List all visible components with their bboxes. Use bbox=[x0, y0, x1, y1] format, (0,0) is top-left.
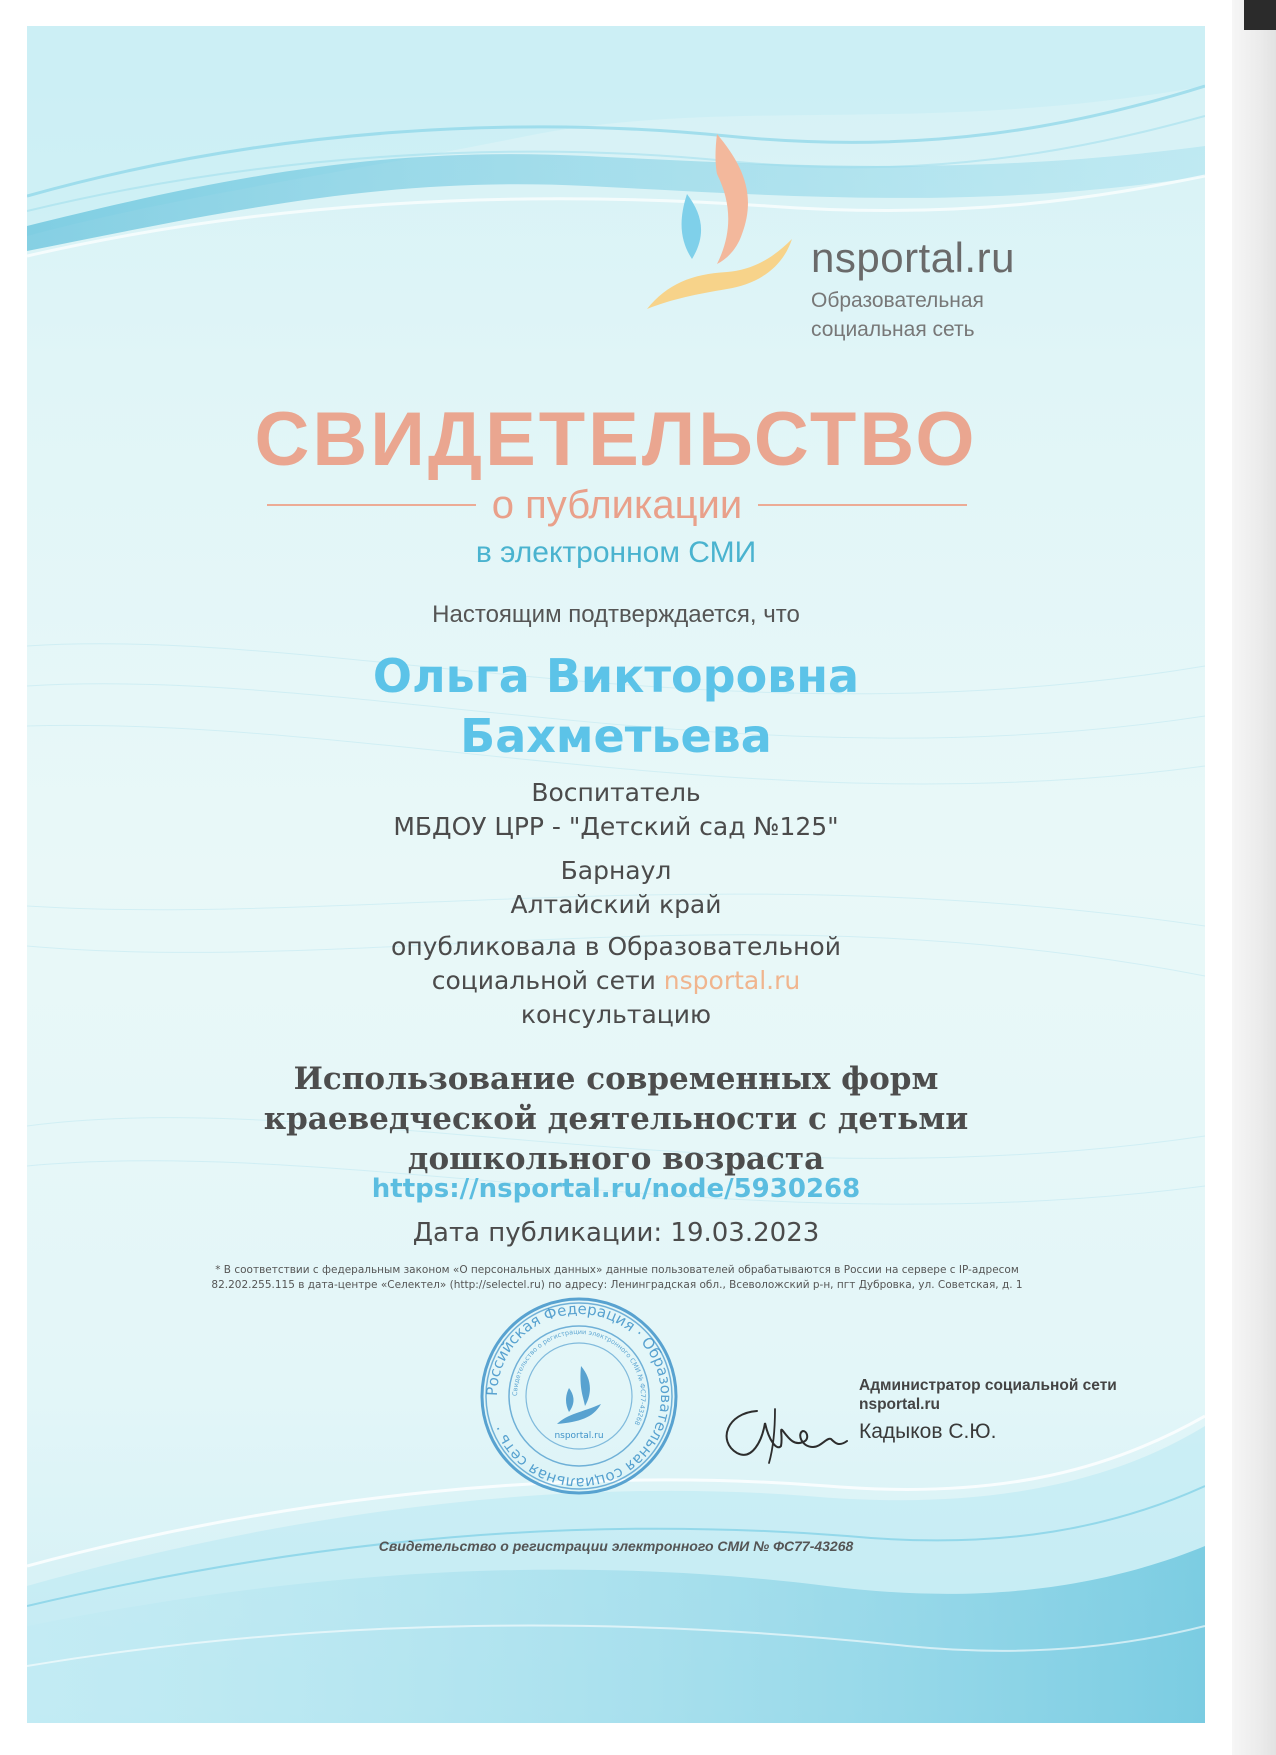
certificate-sheet bbox=[27, 26, 1205, 1723]
footnote-line1: * В соответствии с федеральным законом «О персональных данных» данные пользователей обрабатываются в России на сервере с IP-адресом bbox=[215, 1264, 1019, 1276]
publication-action-prefix: социальной сети bbox=[431, 966, 656, 995]
nsportal-inline-link[interactable]: nsportal.ru bbox=[663, 966, 801, 995]
registration-note: Свидетельство о регистрации электронного СМИ № ФС77-43268 bbox=[378, 1538, 854, 1554]
person-location bbox=[27, 854, 1205, 922]
person-name-line2: Бахметьева bbox=[460, 709, 772, 763]
publication-action bbox=[27, 930, 1205, 1032]
person-name-line1: Ольга Викторовна bbox=[372, 649, 860, 703]
publication-date bbox=[27, 1218, 1205, 1248]
publication-action-line1: опубликовала в Образовательной bbox=[391, 932, 841, 961]
stamp-inner-text: Свидетельство о регистрации электронного СМИ № ФС77-43268 bbox=[510, 1327, 648, 1427]
publication-action-line2 bbox=[27, 964, 1205, 998]
scan-corner-shadow bbox=[1244, 0, 1276, 30]
brand-subtitle bbox=[811, 286, 1071, 344]
person-name bbox=[27, 646, 1205, 766]
publication-title-line3: дошкольного возраста bbox=[407, 1141, 825, 1177]
certificate-media: в электронном СМИ bbox=[475, 536, 757, 569]
publication-url-link[interactable]: https://nsportal.ru/node/5930268 bbox=[371, 1174, 861, 1204]
footnote-line2: 82.202.255.115 в дата-центре «Селектел» (http://selectel.ru) по адресу: Ленинградская обл., Всеволожский р-н, пгт Дубровка, ул. Советская, д. 1 bbox=[211, 1279, 1023, 1291]
stamp-outer-text: Российская Федерация · Образовательная социальная сеть · bbox=[482, 1299, 676, 1493]
handwritten-signature bbox=[717, 1401, 867, 1471]
administrator-name: Кадыков С.Ю. bbox=[859, 1420, 997, 1443]
certificate-subtitle-row bbox=[267, 481, 967, 529]
rule-line-left bbox=[267, 504, 476, 506]
person-city: Барнаул bbox=[560, 856, 672, 885]
brand-subtitle-line1: Образовательная bbox=[811, 289, 984, 312]
person-region: Алтайский край bbox=[510, 890, 722, 919]
brand-subtitle-line2: социальная сеть bbox=[811, 318, 975, 341]
stamp-center-label: nsportal.ru bbox=[554, 1431, 604, 1441]
administrator-block bbox=[859, 1376, 1119, 1444]
person-organization: МБДОУ ЦРР - "Детский сад №125" bbox=[393, 812, 839, 841]
publication-title bbox=[27, 1059, 1205, 1179]
nsportal-logo-icon bbox=[647, 134, 797, 314]
rule-line-right bbox=[758, 504, 967, 506]
publication-work-type: консультацию bbox=[520, 1000, 712, 1029]
certificate-subtitle: о публикации bbox=[491, 482, 743, 527]
person-job bbox=[27, 776, 1205, 844]
brand-name: nsportal.ru bbox=[811, 234, 1015, 281]
publication-title-line2: краеведческой деятельности с детьми bbox=[263, 1101, 969, 1137]
scan-edge bbox=[1232, 0, 1276, 1755]
privacy-footnote bbox=[147, 1263, 1087, 1293]
person-position: Воспитатель bbox=[531, 778, 701, 807]
official-stamp bbox=[479, 1296, 679, 1496]
administrator-title: Администратор социальной сети nsportal.ru bbox=[859, 1377, 1117, 1413]
confirm-text: Настоящим подтверждается, что bbox=[432, 601, 800, 628]
publication-date-label: Дата публикации: bbox=[412, 1218, 663, 1248]
certificate-title: СВИДЕТЕЛЬСТВО bbox=[254, 397, 978, 482]
publication-title-line1: Использование современных форм bbox=[293, 1061, 939, 1097]
publication-date-value: 19.03.2023 bbox=[670, 1218, 820, 1248]
